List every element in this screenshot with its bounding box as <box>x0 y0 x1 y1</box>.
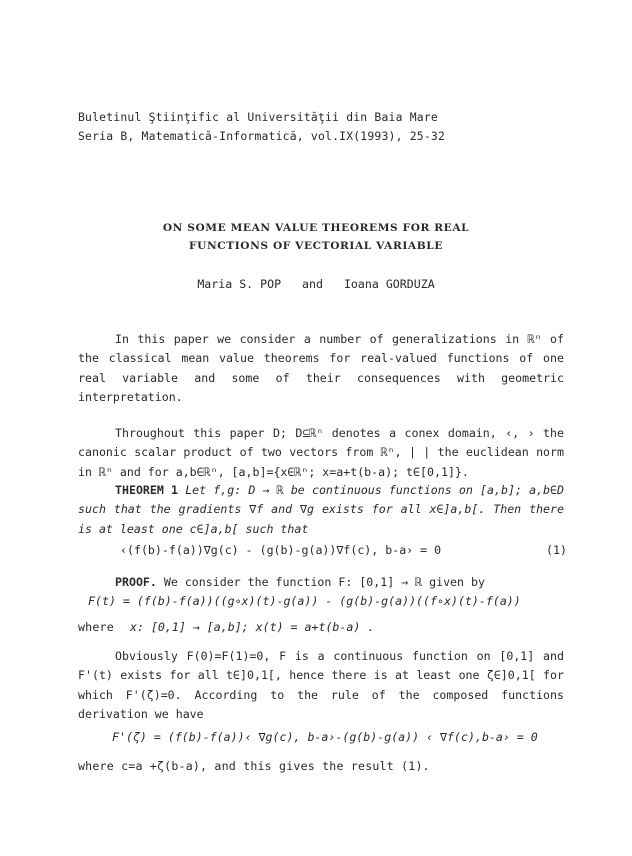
author-2: Ioana GORDUZA <box>343 277 435 291</box>
journal-header-line-2: Seria B, Matematică-Informatică, vol.IX(1993), 25-32 <box>78 129 446 143</box>
where-label: where <box>78 620 114 634</box>
paper-title-line-1: ON SOME MEAN VALUE THEOREMS FOR REAL <box>162 222 470 234</box>
authors-connector: and <box>302 277 323 291</box>
equation-1: ‹(f(b)-f(a))∇g(c) - (g(b)-g(a))∇f(c), b-a› = 0 <box>120 543 442 557</box>
conclusion-text: where c=a +ζ(b-a), and this gives the result (1). <box>78 759 430 773</box>
function-x-definition: x: [0,1] → [a,b]; x(t) = a+t(b-a) . <box>130 620 375 634</box>
abstract-paragraph <box>78 330 564 407</box>
equation-2: F'(ζ) = (f(b)-f(a))‹ ∇g(c), b-a›-(g(b)-g(a)) ‹ ∇f(c),b-a› = 0 <box>112 730 538 744</box>
proof-label: PROOF. <box>115 575 157 589</box>
theorem-statement: Let f,g: D → ℝ be continuous functions on [a,b]; a,b∈D such that the gradients ∇f and ∇g exists for all x∈]a,b[. Then there is at least one c∈]a,b[ such that <box>78 483 564 536</box>
journal-header-line-1: Buletinul Ştiinţific al Universităţii din Baia Mare <box>78 110 438 124</box>
theorem-paragraph <box>78 481 564 539</box>
function-F-definition: F(t) = (f(b)-f(a))((g∘x)(t)-g(a)) - (g(b)-g(a))((f∘x)(t)-f(a)) <box>88 594 521 608</box>
equation-1-number: (1) <box>546 543 567 557</box>
setup-paragraph <box>78 424 564 482</box>
abstract-text: In this paper we consider a number of generalizations in ℝⁿ of the classical mean value theorems for real-valued functions of one real variable and some of their consequences with geometric interpretation. <box>78 332 564 404</box>
authors <box>0 277 632 291</box>
derivation-text: Obviously F(0)=F(1)=0, F is a continuous function on [0,1] and F'(t) exists for all t∈]0,1[, hence there is at least one ζ∈]0,1[ for which F'(ζ)=0. According to the rule of the composed functions derivation we have <box>78 649 564 721</box>
derivation-paragraph <box>78 647 564 724</box>
theorem-label: THEOREM 1 <box>115 483 179 497</box>
proof-intro-text: We consider the function F: [0,1] → ℝ given by <box>163 575 485 589</box>
author-1: Maria S. POP <box>197 277 282 291</box>
setup-text: Throughout this paper D; D⊆ℝⁿ denotes a conex domain, ‹, › the canonic scalar product of two vectors from ℝⁿ, | | the euclidean norm in ℝⁿ and for a,b∈ℝⁿ, [a,b]={x∈ℝⁿ; x=a+t(b-a); t∈[0,1]}. <box>78 426 564 479</box>
paper-title-line-2: FUNCTIONS OF VECTORIAL VARIABLE <box>188 240 444 252</box>
proof-paragraph <box>78 573 564 592</box>
